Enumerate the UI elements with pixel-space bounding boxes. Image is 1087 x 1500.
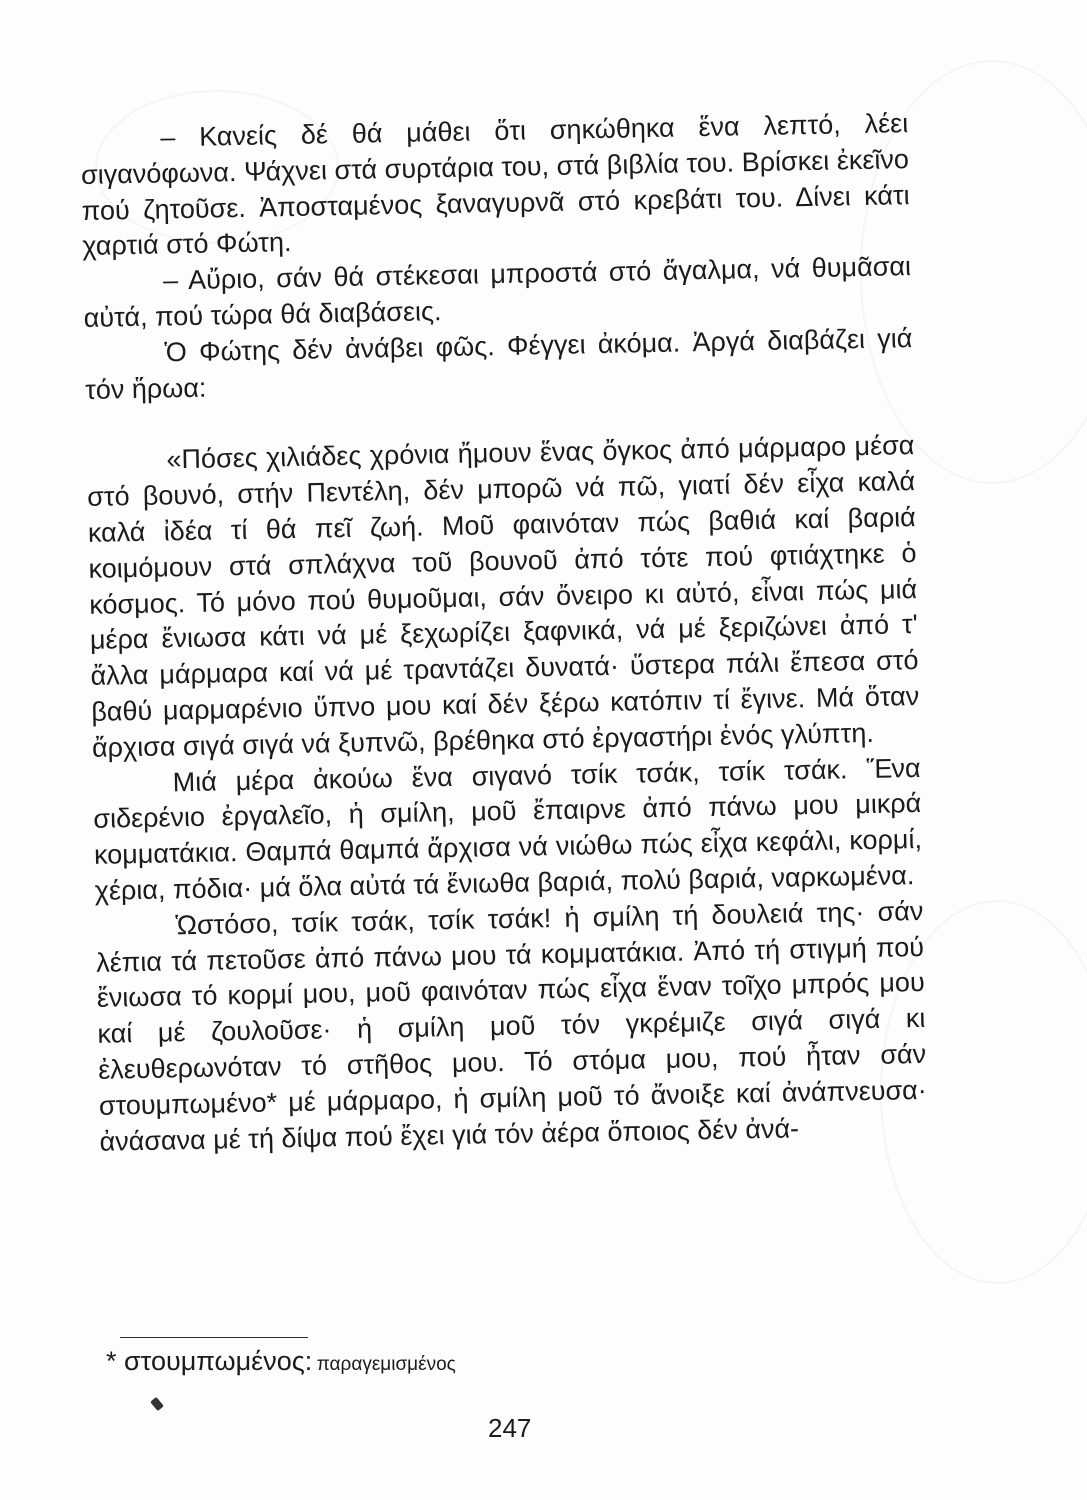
paragraph: – Αὔριο, σάν θά στέκεσαι μπροστά στό ἄγαλμα, νά θυμᾶσαι αὐτά, πού τώρα θά διαβάσεις.	[83, 251, 912, 333]
paragraph: «Πόσες χιλιάδες χρόνια ἤμουν ἕνας ὄγκος ἀπό μάρμαρο μέσα στό βουνό, στήν Πεντέλη, δέν μπορῶ νά πῶ, γιατί δέν εἶχα καλά καλά ἰδέα τί θά πεῖ ζωή. Μοῦ φαινόταν πώς βαθιά καί βαριά κοιμόμουν στά σπλάχνα τοῦ βουνοῦ ἀπό τότε πού φτιάχτηκε ὁ κόσμος. Τό μόνο πού θυμοῦμαι, σάν ὄνειρο κι αὐτό, εἶναι πώς μιά μέρα ἔνιωσα κάτι νά μέ ξεχωρίζει ξαφνικά, νά μέ ξεριζώνει ἀπό τ' ἄλλα μάρμαρα καί νά μέ τραντάζει δυνατά· ὕστερα πάλι ἔπεσα στό βαθύ μαρμαρένιο ὕπνο μου καί δέν ξέρω κατόπιν τί ἔγινε. Μά ὅταν ἄρχισα σιγά σιγά νά ξυπνῶ, βρέθηκα στό ἐργαστήρι ἑνός γλύπτη.	[86, 430, 920, 763]
footnote-definition: παραγεμισμένος	[316, 1354, 456, 1375]
body-text	[80, 106, 928, 1160]
footnote-term: * στουμπωμένος:	[106, 1346, 313, 1376]
ink-speck	[150, 1397, 164, 1411]
footnote	[106, 1346, 456, 1377]
paragraph: – Κανείς δέ θά μάθει ὅτι σηκώθηκα ἕνα λεπτό, λέει σιγανόφωνα. Ψάχνει στά συρτάρια του, στά βιβλία του. Βρίσκει ἐκεῖνο πού ζητοῦσε. Ἀποσταμένος ξαναγυρνᾶ στό κρεβάτι του. Δίνει κάτι χαρτιά στό Φώτη.	[80, 108, 910, 262]
paragraph: Μιά μέρα ἀκούω ἕνα σιγανό τσίκ τσάκ, τσίκ τσάκ. Ἕνα σιδερένιο ἐργαλεῖο, ἡ σμίλη, μοῦ ἔπαιρνε ἀπό πάνω μου μικρά κομματάκια. Θαμπά θαμπά ἄρχισα νά νιώθω πώς εἶχα κεφάλι, κορμί, χέρια, πόδια· μά ὅλα αὐτά τά ἔνιωθα βαριά, πολύ βαριά, ναρκωμένα.	[93, 752, 923, 906]
paragraph: Ὁ Φώτης δέν ἀνάβει φῶς. Φέγγει ἀκόμα. Ἀργά διαβάζει γιά τόν ἥρωα:	[84, 322, 913, 405]
page-number: 247	[488, 1413, 532, 1443]
footnote-divider	[120, 1337, 308, 1338]
paragraph: Ὡστόσο, τσίκ τσάκ, τσίκ τσάκ! ἡ σμίλη τή δουλειά της· σάν λέπια τά πετοῦσε ἀπό πάνω μου τά κομματάκια. Ἀπό τή στιγμή πού ἔνιωσα τό κορμί μου, μοῦ φαινόταν πώς εἶχα ἕναν τοῖχο μπρός μου καί μέ ζουλοῦσε· ἡ σμίλη μοῦ τόν γκρέμιζε σιγά σιγά κι ἐλευθερωνόταν τό στῆθος μου. Τό στόμα μου, πού ἦταν σάν στουμπωμένο* μέ μάρμαρο, ἡ σμίλη μοῦ τό ἄνοιξε καί ἀνάπνευσα· ἀνάσανα μέ τή δίψα πού ἔχει γιά τόν ἀέρα ὅποιος δέν ἀνά-	[95, 895, 928, 1157]
